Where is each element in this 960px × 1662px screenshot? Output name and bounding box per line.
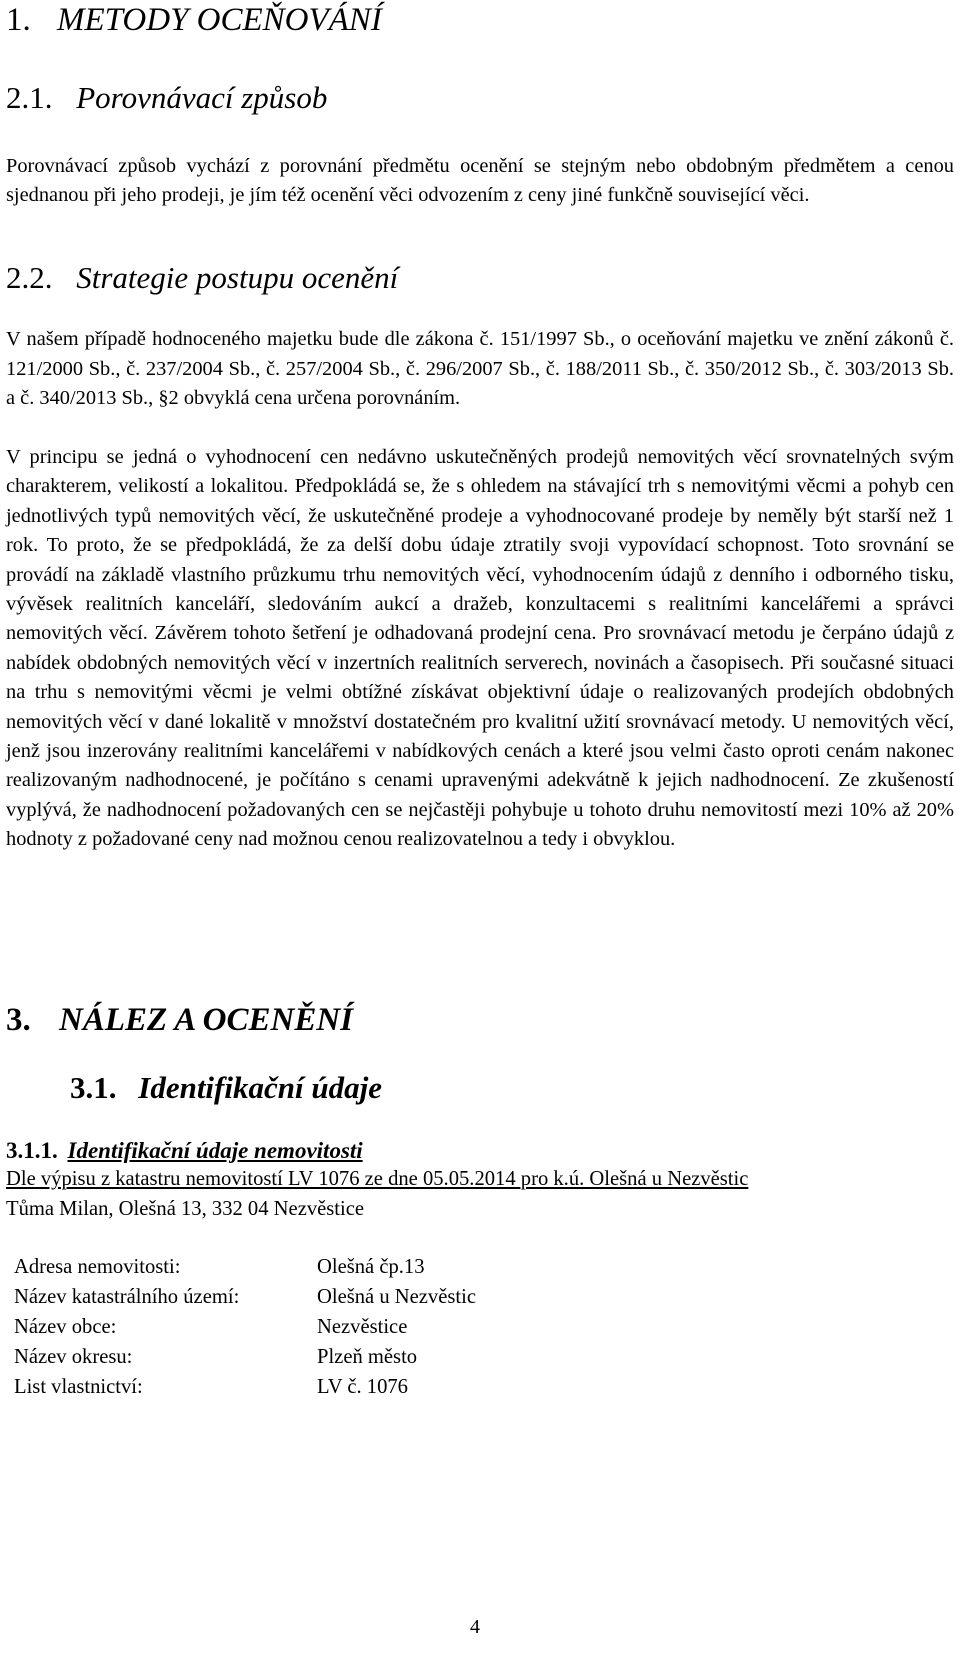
heading-3-title: NÁLEZ A OCENĚNÍ (59, 1002, 354, 1038)
info-row (14, 1316, 476, 1346)
info-row (14, 1346, 476, 1376)
heading-3-1-1-title: Identifikační údaje nemovitosti (67, 1138, 363, 1163)
heading-3-1-1-number: 3.1.1. (6, 1138, 58, 1163)
info-row (14, 1376, 476, 1406)
heading-2-1-title: Porovnávací způsob (76, 80, 328, 115)
info-value: Olešná u Nezvěstic (317, 1286, 476, 1308)
info-value: Olešná čp.13 (317, 1256, 425, 1278)
paragraph-princip: V principu se jedná o vyhodnocení cen nedávno uskutečněných prodejů nemovitých věcí srovnatelných svým charakterem, velikostí a lokalitou. Předpokládá se, že s ohledem na stávající trh s nemovitými věcmi a pohyb cen jednotlivých typů nemovitých věcí, že uskutečněné prodeje a vyhodnocované prodeje by neměly být starší než 1 rok. To proto, že se předpokládá, že za delší dobu údaje ztratily svoji vypovídací schopnost. Toto srovnání se provádí na základě vlastního průzkumu trhu nemovitých věcí, vyhodnocením údajů z denního i odborného tisku, vývěsek realitních kanceláří, sledováním aukcí a dražeb, konzultacemi s realitními kancelářemi a správci nemovitých věcí. Závěrem tohoto šetření je odhadovaná prodejní cena. Pro srovnávací metodu je čerpáno údajů z nabídek obdobných nemovitých věcí v inzertních realitních serverech, novinách a časopisech. Při současné situaci na trhu s nemovitými věcmi je velmi obtížné získávat objektivní údaje o realizovaných prodejích obdobných nemovitých věcí v dané lokalitě v množství dostatečném pro kvalitní užití srovnávací metody. U nemovitých věcí, jenž jsou inzerovány realitními kancelářemi v nabídkových cenách a které jsou velmi často oproti cenám nakonec realizovaným nadhodnocené, je počítáno s cenami upravenými adekvátně k jejich nadhodnocení. Ze zkušeností vyplývá, že nadhodnocení požadovaných cen se nejčastěji pohybuje u tohoto druhu nemovitostí mezi 10% až 20% hodnoty z požadované ceny nad možnou cenou realizovatelnou a tedy i obvyklou. (6, 446, 954, 851)
heading-2-2-number: 2.2. (6, 260, 53, 295)
heading-1 (6, 2, 382, 39)
info-value: Plzeň město (317, 1346, 418, 1368)
heading-1-number: 1. (6, 2, 31, 38)
info-label: List vlastnictví: (14, 1376, 143, 1398)
paragraph-porovnavaci: Porovnávací způsob vychází z porovnání předmětu ocenění se stejným nebo obdobným předmětem a cenou sjednanou při jeho prodeji, je jím též ocenění věci odvozením z ceny jiné funkčně související věci. (6, 155, 954, 206)
info-label: Název obce: (14, 1316, 117, 1338)
page-number: 4 (470, 1616, 480, 1638)
heading-2-2 (6, 260, 398, 296)
info-label: Název katastrálního území: (14, 1286, 240, 1308)
heading-3-1-title: Identifikační údaje (138, 1070, 382, 1105)
info-value: Nezvěstice (317, 1316, 408, 1338)
info-value: LV č. 1076 (317, 1376, 408, 1398)
heading-3-1-number: 3.1. (70, 1070, 117, 1105)
paragraph-strategie: V našem případě hodnoceného majetku bude dle zákona č. 151/1997 Sb., o oceňování majetku ve znění zákonů č. 121/2000 Sb., č. 237/2004 Sb., č. 257/2004 Sb., č. 296/2007 Sb., č. 188/2011 Sb., č. 350/2012 Sb., č. 303/2013 Sb. a č. 340/2013 Sb., §2 obvyklá cena určena porovnáním. (6, 328, 954, 409)
heading-3-1-1 (6, 1138, 363, 1164)
info-row (14, 1286, 476, 1316)
lv-source-line: Dle výpisu z katastru nemovitostí LV 1076 ze dne 05.05.2014 pro k.ú. Olešná u Nezvěstic (6, 1168, 749, 1190)
heading-1-title: METODY OCEŇOVÁNÍ (57, 2, 382, 38)
heading-2-1-number: 2.1. (6, 80, 53, 115)
info-label: Název okresu: (14, 1346, 133, 1368)
info-row (14, 1256, 476, 1286)
heading-3-number: 3. (6, 1002, 31, 1038)
heading-2-1 (6, 80, 327, 116)
info-label: Adresa nemovitosti: (14, 1256, 181, 1278)
heading-3-1 (70, 1070, 382, 1106)
heading-3 (6, 1002, 353, 1039)
property-info-table (14, 1256, 476, 1406)
heading-2-2-title: Strategie postupu ocenění (76, 260, 399, 295)
owner-line: Tůma Milan, Olešná 13, 332 04 Nezvěstice (6, 1198, 365, 1220)
